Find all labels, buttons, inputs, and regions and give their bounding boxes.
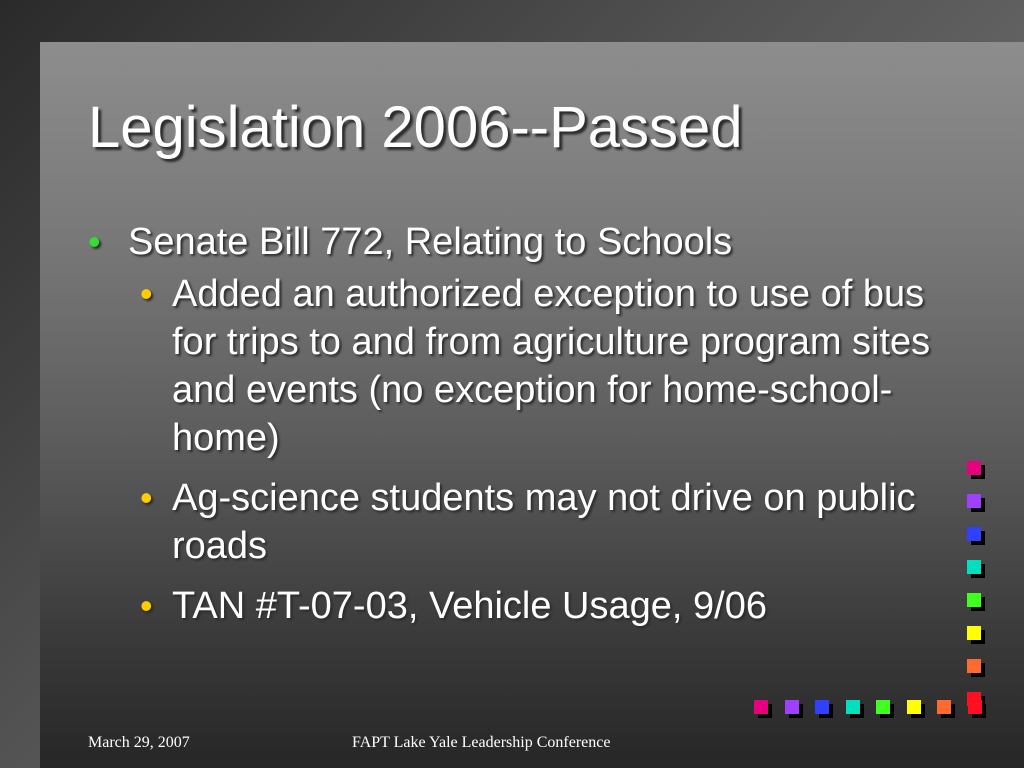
slide-body	[88, 218, 948, 630]
decor-square-vertical	[967, 593, 981, 607]
decor-square-horizontal	[815, 700, 829, 714]
footer-date: March 29, 2007	[88, 734, 190, 751]
sub-bullet-text: Added an authorized exception to use of bus for trips to and from agriculture program sites and events (no exception for home-school-home)	[172, 273, 931, 459]
sub-bullet-text: Ag-science students may not drive on public roads	[172, 477, 916, 567]
bullet-text: Senate Bill 772, Relating to Schools	[128, 221, 733, 263]
sub-bullet	[88, 582, 942, 630]
decor-square-vertical	[967, 659, 981, 673]
sub-bullet	[88, 474, 942, 570]
decor-square-horizontal	[937, 700, 951, 714]
decor-square-horizontal	[846, 700, 860, 714]
decor-square-horizontal	[876, 700, 890, 714]
sub-bullet-dot-icon: •	[140, 477, 153, 518]
bullet-level1	[88, 218, 948, 266]
sub-bullet-text: TAN #T-07-03, Vehicle Usage, 9/06	[172, 585, 767, 627]
slide-title: Legislation 2006--Passed	[88, 95, 743, 160]
decor-square-horizontal	[754, 700, 768, 714]
decor-square-vertical	[967, 461, 981, 475]
decor-square-horizontal	[968, 700, 982, 714]
footer-event: FAPT Lake Yale Leadership Conference	[352, 734, 611, 751]
sub-bullet	[88, 270, 942, 462]
decor-square-horizontal	[907, 700, 921, 714]
decor-square-vertical	[967, 560, 981, 574]
decor-square-vertical	[967, 527, 981, 541]
decor-square-horizontal	[785, 700, 799, 714]
bullet-dot-icon: •	[88, 221, 101, 262]
sub-bullet-dot-icon: •	[140, 585, 153, 626]
decor-square-vertical	[967, 494, 981, 508]
sub-bullet-dot-icon: •	[140, 273, 153, 314]
decor-square-vertical	[967, 626, 981, 640]
